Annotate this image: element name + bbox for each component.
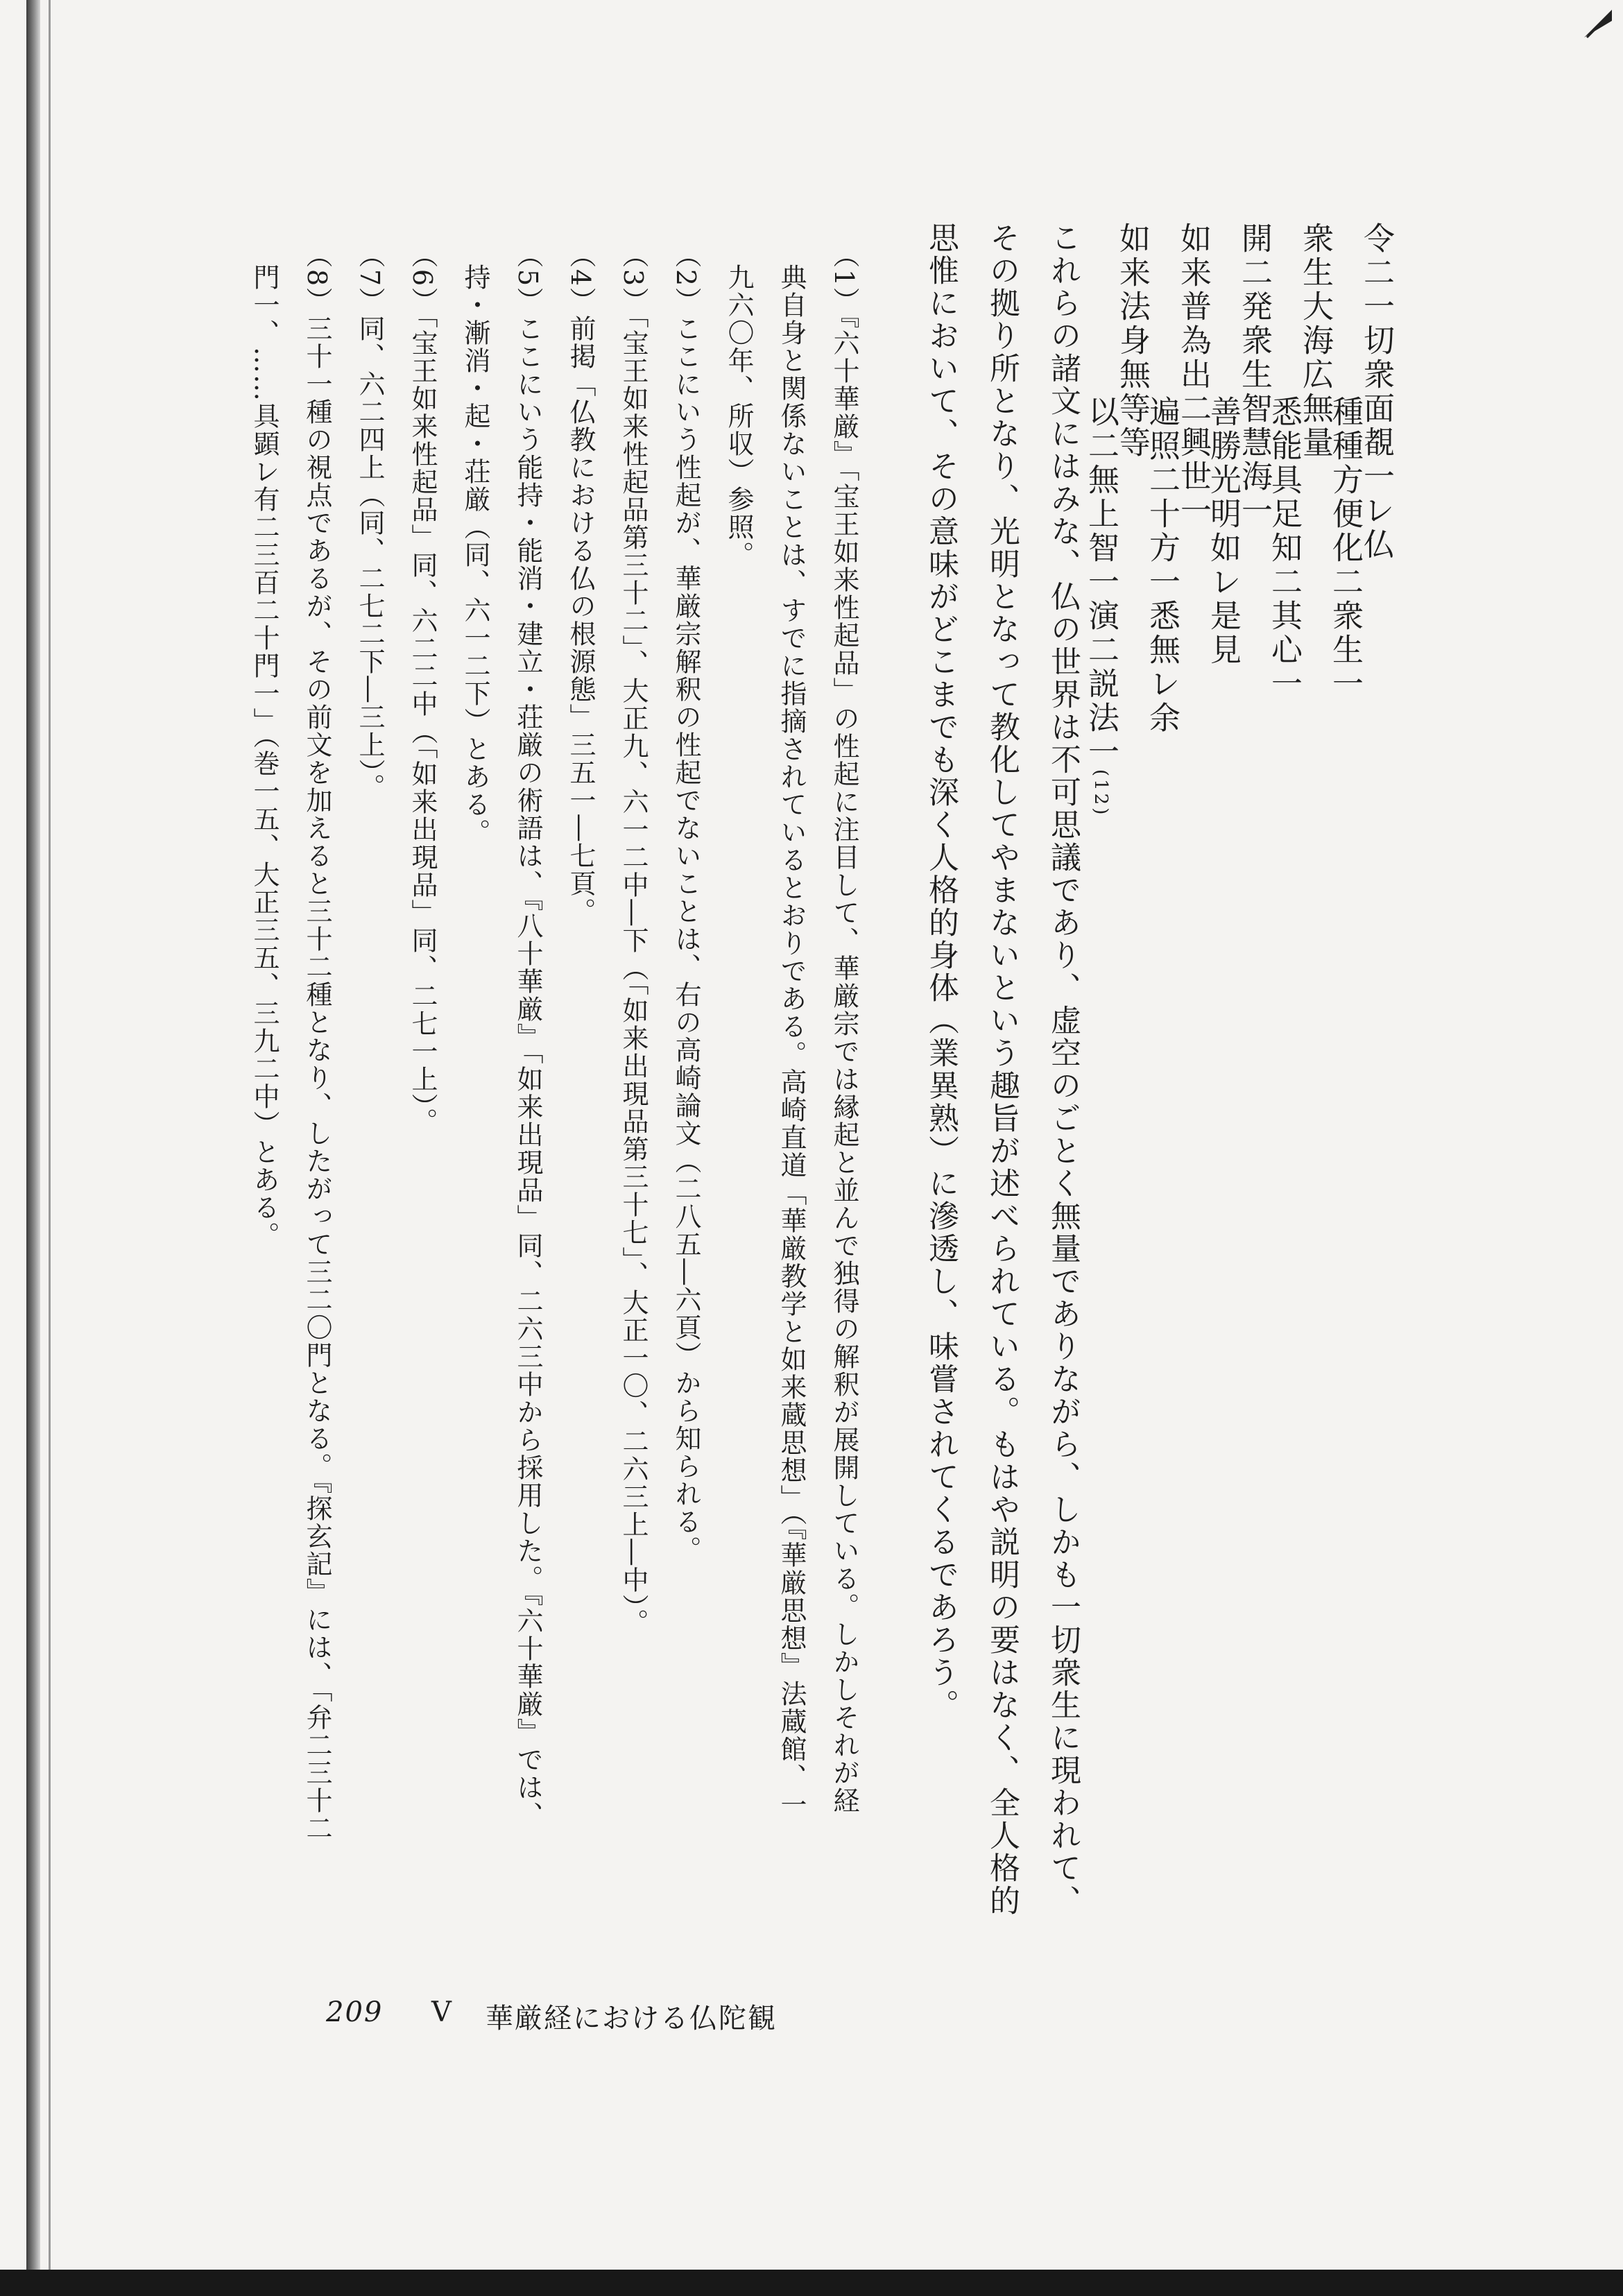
verse-line-upper: 如来普為出二興世一 bbox=[1175, 222, 1212, 528]
book-spine-shadow bbox=[26, 0, 40, 2296]
chapter-numeral: V bbox=[431, 1996, 453, 2028]
note-1-line-1: （1）『六十華厳』「宝王如来性起品」の性起に注目して、華厳宗では縁起と並んで独得の解釈が展開している。しかしそれが経 bbox=[829, 241, 859, 1815]
verse-line-3 bbox=[1205, 222, 1273, 667]
folded-corner-icon bbox=[1580, 6, 1616, 42]
verse-line-lower: 以二無上智一演二説法一(12) bbox=[1083, 395, 1119, 818]
verse-line-upper: 如来法身無等等 bbox=[1114, 222, 1151, 460]
note-6: （6）「宝王如来性起品」同、六二二中（「如来出現品」同、二七一上）。 bbox=[407, 241, 438, 1136]
body-line-1: これらの諸文にはみな、仏の世界は不可思議であり、虚空のごとく無量でありながら、しかも一切衆生に現われて、 bbox=[1045, 222, 1081, 1917]
verse-line-lower: 悉能具足知二其心一 bbox=[1266, 395, 1303, 701]
scan-bottom-border bbox=[0, 2270, 1623, 2296]
body-line-3: 思惟において、その意味がどこまでも深く人格的身体（業異熟）に滲透し、味嘗されてくるであろう。 bbox=[923, 222, 959, 1722]
note-marker: （5） bbox=[513, 241, 543, 316]
verse-line-4 bbox=[1144, 222, 1212, 735]
note-5-line-1: （5）ここにいう能持・能消・建立・荘厳の術語は、『八十華厳』「如来出現品」同、二六三中から採用した。『六十華厳』では、 bbox=[513, 241, 543, 1830]
note-8-line-2: 門一、……具顕レ有二三百二十門一」（巻一五、大正三五、三九二中）とある。 bbox=[249, 264, 280, 1249]
verse-line-2 bbox=[1266, 222, 1334, 701]
note-5-line-2: 持・漸消・起・荘厳（同、六一二下）とある。 bbox=[460, 264, 490, 846]
note-2: （2）ここにいう性起が、華厳宗解釈の性起でないことは、右の高崎論文（二八五―六頁）から知られる。 bbox=[671, 241, 701, 1564]
verse-line-1 bbox=[1327, 222, 1395, 701]
note-4: （4）前掲「仏教における仏の根源態」三五一―七頁。 bbox=[565, 241, 596, 926]
note-marker: （1） bbox=[829, 241, 859, 316]
verse-line-upper: 衆生大海広無量 bbox=[1297, 222, 1334, 460]
note-marker: （4） bbox=[565, 241, 596, 316]
note-marker: （6） bbox=[407, 241, 438, 316]
note-3: （3）「宝王如来性起品第三十二」、大正九、六一二中―下（「如来出現品第三十七」、大正一〇、二六三上―中）。 bbox=[618, 241, 649, 1637]
verse-line-lower: 種種方便化二衆生一 bbox=[1327, 395, 1364, 701]
note-reference: (12) bbox=[1090, 769, 1111, 818]
note-1-line-3: 九六〇年、所収）参照。 bbox=[723, 264, 754, 569]
note-8-line-1: （8）三十一種の視点であるが、その前文を加えると三十二種となり、したがって三二〇門となる。『探玄記』には、「弁二三十二 bbox=[302, 241, 332, 1843]
page-fold-line bbox=[49, 0, 51, 2296]
verse-line-5 bbox=[1083, 222, 1151, 818]
verse-line-upper: 開二発衆生智慧海一 bbox=[1236, 222, 1273, 528]
page-number: 209 bbox=[326, 1996, 384, 2028]
note-marker: （2） bbox=[671, 241, 701, 316]
chapter-title: 華厳経における仏陀観 bbox=[486, 2003, 777, 2034]
note-marker: （3） bbox=[618, 241, 649, 316]
note-1-line-2: 典自身と関係ないことは、すでに指摘されているとおりである。高崎直道「華厳教学と如来蔵思想」（『華厳思想』法蔵館、一 bbox=[776, 264, 807, 1819]
verse-line-lower: 遍照二十方一悉無レ余 bbox=[1144, 395, 1180, 735]
note-7: （7）同、六二四上（同、二七二下―三上）。 bbox=[354, 241, 385, 802]
note-marker: （7） bbox=[354, 241, 385, 316]
note-marker: （8） bbox=[302, 241, 332, 316]
verse-line-lower: 善勝光明如レ是見 bbox=[1205, 395, 1242, 667]
verse-line-upper: 令二一切衆面覩一レ仏 bbox=[1358, 222, 1395, 562]
body-line-2: その拠り所となり、光明となって教化してやまないという趣旨が述べられている。もはや説明の要はなく、全人格的 bbox=[984, 222, 1020, 1917]
